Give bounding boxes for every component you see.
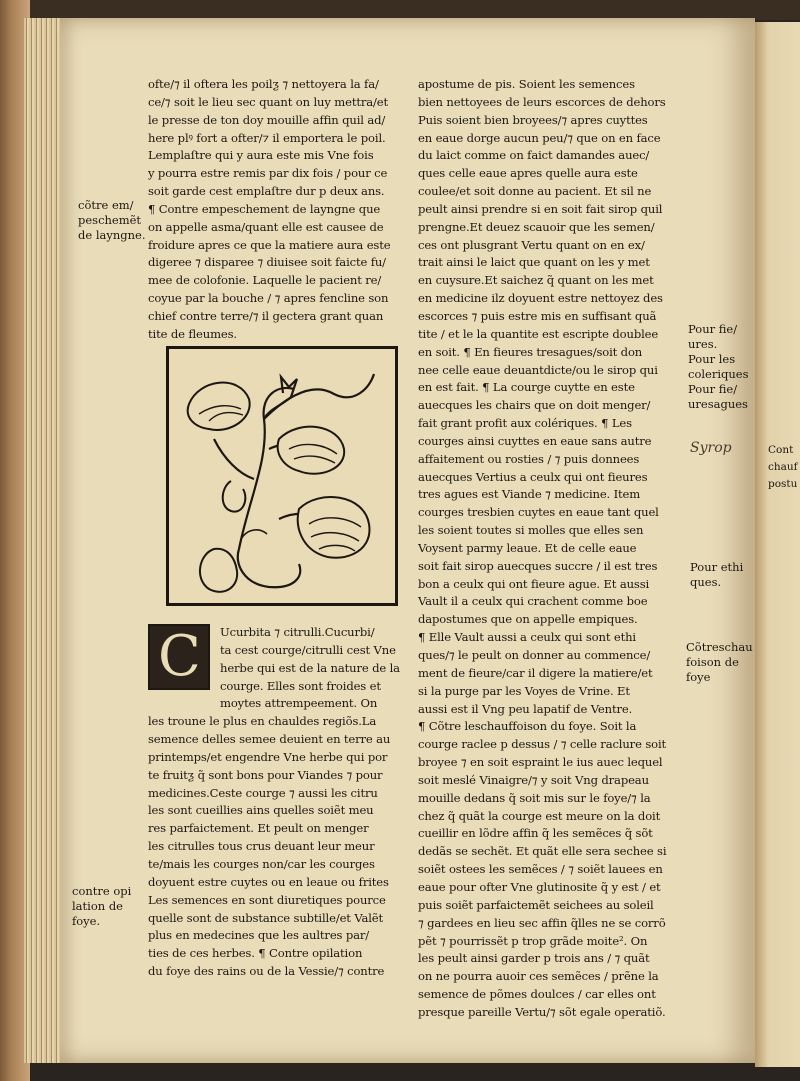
text-line: en cuysure.Et saichez q̃ quant on les met [418,273,654,288]
text-line: courge. Elles sont froides et [220,678,381,693]
text-line: Lemplaſtre qui y aura este mis Vne fois [148,148,374,163]
text-line: fait grant profit aux colériques. ¶ Les [418,416,632,431]
text-line: si la purge par les Voyes de Vrine. Et [418,683,630,698]
text-line: Puis soient bien broyees/⁊ apres cuyttes [418,112,648,127]
gourd-woodcut-illustration [166,346,398,606]
margin-line: lation de [72,899,123,913]
text-line: dedãs se sechẽt. Et quãt elle sera sechee si [418,844,667,859]
margin-line: ques. [690,575,722,589]
text-line: courges tresbien cuytes en eaue tant quel [418,505,659,520]
text-line: eaue pour ofter Vne glutinosite q̃ y est / et [418,879,661,894]
text-line: tite / et le la quantite est escripte doublee [418,326,659,341]
text-line: courges ainsi cuyttes en eaue sans autre [418,433,652,448]
handwritten-annotation: Syrop [690,440,732,456]
text-line: en medicine ilz doyuent estre nettoyez des [418,291,663,306]
margin-line: foye [686,670,711,684]
text-line: les sont cueillies ains quelles soiẽt meu [148,803,374,818]
text-line: ce/⁊ soit le lieu sec quant on luy mettra/et [148,94,388,109]
text-line: en eaue dorge aucun peu/⁊ que on en face [418,130,661,145]
top-binding [0,0,800,20]
text-line: chief contre terre/⁊ il gectera grant quan [148,308,384,323]
text-line: Ucurbita ⁊ citrulli.Cucurbi/ [220,625,375,639]
text-line: te/mais les courges non/car les courges [148,856,375,871]
text-line: aussi est il Vng peu lapatif de Ventre. [418,701,633,716]
text-line: froidure apres ce que la matiere aura este [148,237,391,252]
text-line: ¶ Elle Vault aussi a ceulx qui sont ethi [418,630,636,645]
facing-page-margin-text [768,442,798,493]
margin-note-fevers [688,322,749,412]
facing-page-edge [755,22,800,1067]
margin-line: contre opi [72,884,132,898]
text-line: cueillir en lõdre affin q̃ les semẽces q̃ sõt [418,826,653,841]
text-line: les citrulles tous crus deuant leur meur [148,839,375,854]
text-line: soiẽt ostees les semẽces / ⁊ soiẽt lauees en [418,862,663,877]
margin-line: uresagues [688,397,748,411]
text-line: mee de colofonie. Laquelle le pacient re/ [148,273,382,288]
text-line: peult ainsi prendre si en soit fait sirop quil [418,201,663,216]
margin-line: Cõtreschau [686,640,753,654]
text-line: mouille dedans q̃ soit mis sur le foye/⁊ la [418,790,651,805]
margin-note-ethiques [690,560,743,590]
text-line: coulee/et soit donne au pacient. Et sil ne [418,184,652,199]
text-line: soit garde cest emplaſtre dur p deux ans. [148,184,385,199]
margin-note-liver-heat [686,640,753,685]
text-line: quelle sont de substance subtille/et Valẽt [148,910,384,925]
text-line: herbe qui est de la nature de la [220,660,400,675]
text-line: res parfaictement. Et peult on menger [148,821,369,836]
gourd-plant-icon [169,349,395,603]
text-line: tite de fleumes. [148,326,237,341]
margin-line: foye. [72,914,101,928]
text-line: en est fait. ¶ La courge cuytte en este [418,380,635,395]
text-line: en soit. ¶ En fieures tresagues/soit don [418,344,643,359]
margin-line: Pour ethi [690,560,744,574]
text-line: presque pareille Vertu/⁊ sõt egale operatiõ. [418,1004,666,1019]
text-line: le presse de ton doy mouille affin quil ad/ [148,112,386,127]
text-line: du laict comme on faict damandes auec/ [418,148,650,163]
text-line: ques celle eaue apres quelle aura este [418,166,638,181]
text-line: chez q̃ quãt la courge est meure on la doit [418,808,661,823]
text-line: soit meslé Vinaigre/⁊ y soit Vng drapeau [418,772,649,787]
text-line: medicines.Ceste courge ⁊ aussi les citru [148,785,378,800]
column-1-bottom [148,624,410,981]
margin-note-asthma [78,198,146,243]
margin-line: de layngne. [78,228,146,242]
text-line: tres agues est Viande ⁊ medicine. Item [418,487,641,502]
text-line: printemps/et engendre Vne herbe qui por [148,749,388,764]
margin-line: peschemẽt [78,213,142,227]
text-line: apostume de pis. Soient les semences [418,77,635,91]
margin-line: Cont [768,444,794,456]
text-line: ¶ Cõtre leschauffoison du foye. Soit la [418,719,637,734]
text-line: Les semences en sont diuretiques pource [148,892,386,907]
text-line: dapostumes que on appelle empiques. [418,612,638,627]
text-line: les troune le plus en chauldes regiõs.La [148,714,377,729]
text-line: ment de fieure/car il digere la matiere/et [418,665,653,680]
text-line: courge raclee p dessus / ⁊ celle raclure soit [418,737,667,752]
text-line: ⁊ gardees en lieu sec affin q̃lles ne se corrõ [418,915,666,930]
text-line: digeree ⁊ disparee ⁊ diuisee soit faicte fu/ [148,255,386,270]
margin-line: Pour les [688,352,736,366]
text-line: Vault il a ceulx qui crachent comme boe [418,594,648,609]
margin-line: Pour fie/ [688,322,738,336]
margin-line: Pour fie/ [688,382,738,396]
text-line: semence de põmes doulces / car elles ont [418,987,656,1002]
text-line: auecques Vertius a ceulx qui ont fieures [418,469,648,484]
text-line: pẽt ⁊ pourrissẽt p trop grãde moite². On [418,933,648,948]
text-line: ofte/⁊ il oftera les poilƺ ⁊ nettoyera la fa/ [148,77,379,91]
text-line: escorces ⁊ puis estre mis en suffisant quã [418,308,657,323]
text-line: nee celle eaue deuantdicte/ou le sirop qui [418,362,658,377]
text-line: coyue par la bouche / ⁊ apres fencline son [148,291,389,306]
margin-line: cõtre em/ [78,198,134,212]
text-line: trait ainsi le laict que quant on les y met [418,255,650,270]
text-line: affaitement ou rosties / ⁊ puis donnees [418,451,640,466]
text-line: broyee ⁊ en soit espraint le ius auec lequel [418,755,663,770]
text-line: doyuent estre cuytes ou en leaue ou frites [148,874,389,889]
text-line: du foye des rains ou de la Vessie/⁊ contre [148,964,385,979]
text-line: ques/⁊ le peult on donner au commence/ [418,648,651,662]
initial-letter: C [158,624,201,689]
text-line: prengne.Et deuez scauoir que les semen/ [418,219,655,234]
text-line: les peult ainsi garder p trois ans / ⁊ quãt [418,951,650,966]
text-line: ¶ Contre empeschement de layngne que [148,201,381,216]
margin-line: postu [768,478,798,490]
text-line: ta cest courge/citrulli cest Vne [220,642,396,657]
text-line: bien nettoyees de leurs escorces de dehors [418,94,666,109]
text-line: Voysent parmy leaue. Et de celle eaue [418,540,637,555]
column-1-top [148,76,410,362]
margin-line: ures. [688,337,718,351]
text-line: auecques les chairs que on doit menger/ [418,398,651,413]
text-line: les soient toutes si molles que elles sen [418,523,644,538]
text-line: plus en medecines que les aultres par/ [148,928,370,943]
text-line: moytes attrempeement. On [220,696,378,711]
margin-note-liver-obstruction [72,884,131,929]
text-line: on ne pourra auoir ces semẽces / prẽne la [418,969,659,984]
text-line: y pourra estre remis par dix fois / pour ce [148,166,388,181]
text-line: puis soiẽt parfaictemẽt seichees au soleil [418,897,654,912]
text-line: soit fait sirop auecques succre / il est tres [418,558,658,573]
text-line: ces ont plusgrant Vertu quant on en ex/ [418,237,645,252]
text-line: semence delles semee deuient en terre au [148,732,391,747]
margin-line: chauf [768,461,798,473]
text-line: ties de ces herbes. ¶ Contre opilation [148,946,363,961]
margin-line: coleriques [688,367,749,381]
text-line: here plꝰ fort a ofter/⁊ il emportera le poil. [148,130,386,145]
text-line: bon a ceulx qui ont fieure ague. Et aussi [418,576,650,591]
text-line: te fruitƺ q̃ sont bons pour Viandes ⁊ pour [148,767,383,782]
text-line: on appelle asma/quant elle est causee de [148,219,384,234]
margin-line: foison de [686,655,739,669]
column-2 [418,76,683,1022]
